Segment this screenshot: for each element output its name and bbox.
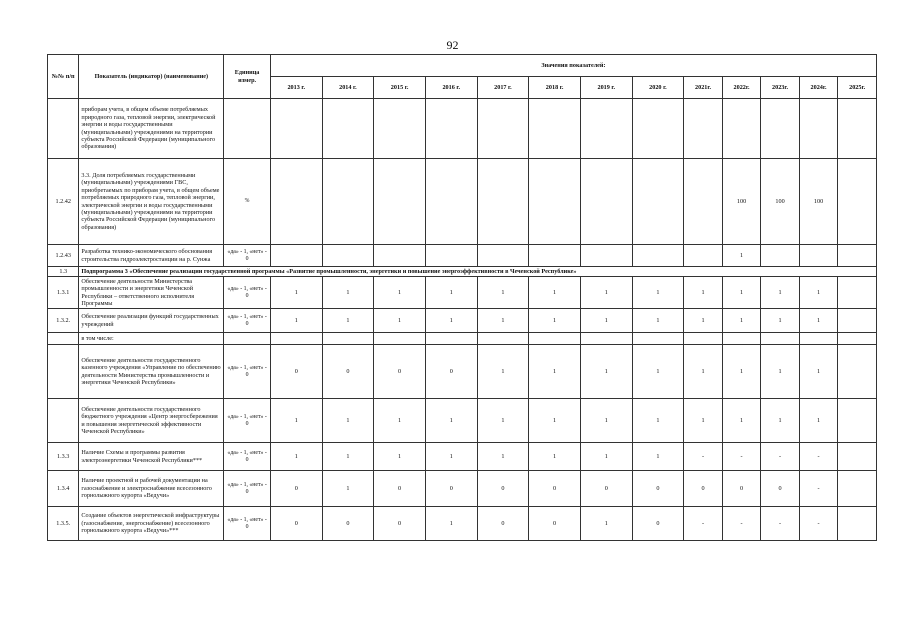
row-value [425,159,477,245]
table-row [48,159,877,245]
table-row [48,309,877,333]
header-year: 2014 г. [322,77,374,99]
row-value: 0 [270,507,322,541]
row-indicator: Наличие проектной и рабочей документации на газоснабжение и электроснабжение всесезонного горнолыжного курорта «Ведучи» [79,471,224,507]
table-row [48,345,877,399]
row-value: - [761,443,800,471]
row-num [48,99,79,159]
header-values-title: Значения показателей: [270,55,876,77]
table-row [48,333,877,345]
row-value: 1 [270,399,322,443]
row-value: 0 [477,471,529,507]
row-value: 100 [799,159,838,245]
row-num: 1.3.1 [48,277,79,309]
row-unit: «да» - 1, «нет» - 0 [224,345,271,399]
header-year: 2017 г. [477,77,529,99]
header-year: 2018 г. [529,77,581,99]
row-value: 0 [270,471,322,507]
row-value [322,99,374,159]
row-value: 1 [270,277,322,309]
row-value: 0 [374,345,426,399]
row-value: 1 [529,277,581,309]
row-value [270,245,322,267]
row-value: 1 [684,277,723,309]
row-unit [224,99,271,159]
row-value [799,245,838,267]
row-value: 1 [632,345,684,399]
row-value [838,399,877,443]
row-indicator: Наличие Схемы и программы развития электроэнергетики Чеченской Республики*** [79,443,224,471]
row-value: 1 [270,443,322,471]
row-value [477,159,529,245]
row-value: 1 [799,309,838,333]
row-value: 0 [684,471,723,507]
row-value [838,507,877,541]
header-year: 2025г. [838,77,877,99]
row-value: 1 [580,443,632,471]
row-value [632,333,684,345]
row-value [374,159,426,245]
row-value: 1 [722,399,761,443]
row-value [838,277,877,309]
row-value [580,333,632,345]
row-value: 1 [580,507,632,541]
row-num [48,399,79,443]
header-year: 2016 г. [425,77,477,99]
row-value: 1 [580,399,632,443]
row-value [838,245,877,267]
row-value [799,333,838,345]
row-value: 0 [529,507,581,541]
header-year: 2015 г. [374,77,426,99]
row-value: 0 [529,471,581,507]
row-value: 1 [799,345,838,399]
row-num [48,345,79,399]
row-value [374,99,426,159]
subprogram-title: Подпрограмма 3 «Обеспечение реализации государственной программы «Развитие промышленности, энергетики и повышение энергоэффективности в Чеченской Республике» [79,267,877,277]
row-unit: «да» - 1, «нет» - 0 [224,309,271,333]
header-year: 2013 г. [270,77,322,99]
row-value: - [799,471,838,507]
row-indicator: Обеспечение деятельности государственного казенного учреждения «Управление по обеспечению деятельности Министерства промышленности и энергетики Чеченской Республики» [79,345,224,399]
row-value: 1 [322,443,374,471]
table-row [48,443,877,471]
row-value: 1 [761,345,800,399]
header-year: 2019 г. [580,77,632,99]
row-value [838,345,877,399]
row-value: 1 [477,345,529,399]
row-value: - [722,443,761,471]
row-unit: «да» - 1, «нет» - 0 [224,507,271,541]
row-value: 0 [425,471,477,507]
row-value [580,159,632,245]
row-value [425,333,477,345]
row-value: 1 [425,309,477,333]
row-value: 1 [632,443,684,471]
table-row [48,267,877,277]
header-num: №№ п/п [48,55,79,99]
row-num: 1.3 [48,267,79,277]
row-unit: «да» - 1, «нет» - 0 [224,245,271,267]
row-value [322,245,374,267]
row-value: - [684,507,723,541]
row-value: 0 [374,507,426,541]
header-year: 2024г. [799,77,838,99]
row-num: 1.3.5. [48,507,79,541]
row-value [684,333,723,345]
row-unit: «да» - 1, «нет» - 0 [224,399,271,443]
row-value [684,245,723,267]
row-value [477,245,529,267]
row-value: 0 [425,345,477,399]
row-value: 0 [632,507,684,541]
row-value [529,333,581,345]
row-value: - [684,443,723,471]
row-value: - [799,507,838,541]
row-value: 1 [684,309,723,333]
row-value: 1 [529,443,581,471]
row-value: 1 [322,399,374,443]
row-value: 1 [529,399,581,443]
row-num: 1.3.3 [48,443,79,471]
row-value [374,333,426,345]
row-value [270,159,322,245]
row-indicator: приборам учета, в общем объеме потребляемых природного газа, тепловой энергии, электрической энергии и воды государственными (муниципальными) учреждениями на территории субъекта Российской Федерации (муниципального образования) [79,99,224,159]
row-indicator: Создание объектов энергетической инфраструктуры (газоснабжение, энергоснабжение) всесезонного горнолыжного курорта «Ведучи»*** [79,507,224,541]
row-num: 1.2.43 [48,245,79,267]
row-unit: % [224,159,271,245]
row-value [722,333,761,345]
row-value [322,333,374,345]
row-value: 1 [580,277,632,309]
row-value: 1 [722,309,761,333]
row-value: 1 [799,277,838,309]
row-value: 0 [477,507,529,541]
row-value: 1 [799,399,838,443]
row-value: 1 [761,399,800,443]
row-value: - [722,507,761,541]
row-value: 1 [322,277,374,309]
row-value [374,245,426,267]
row-value: 0 [722,471,761,507]
row-value: 1 [684,345,723,399]
row-value: 1 [425,399,477,443]
row-indicator: Разработка технико-экономического обоснования строительства гидроэлектростанции на р. Сунжа [79,245,224,267]
row-value: 0 [322,507,374,541]
row-value [580,99,632,159]
table-row [48,99,877,159]
row-indicator: 3.3. Доля потребляемых государственными (муниципальными) учреждениями ГВС, приобретаемых по приборам учета, в общем объеме потребляемых природного газа, тепловой энергии, электрической энергии и воды государственными (муниципальными) учреждениями на территории субъекта Российской Федерации (муниципального образования) [79,159,224,245]
row-value: 1 [632,309,684,333]
row-value [761,99,800,159]
row-value [632,159,684,245]
row-value [322,159,374,245]
row-value: 1 [632,277,684,309]
header-year: 2022г. [722,77,761,99]
row-value: 1 [322,309,374,333]
row-value: 1 [580,309,632,333]
row-value: 0 [322,345,374,399]
row-value: - [799,443,838,471]
row-value: 1 [761,309,800,333]
row-value [425,99,477,159]
row-value [580,245,632,267]
row-value [684,99,723,159]
row-unit: «да» - 1, «нет» - 0 [224,277,271,309]
header-year: 2020 г. [632,77,684,99]
row-value: 1 [270,309,322,333]
table-row [48,471,877,507]
row-value: 1 [761,277,800,309]
row-value: 1 [374,309,426,333]
row-indicator: Обеспечение деятельности государственного бюджетного учреждения «Центр энергосбережения и повышения энергетической эффективности Чеченской Республики» [79,399,224,443]
row-value: 1 [477,277,529,309]
row-value [270,333,322,345]
row-value: 1 [684,399,723,443]
row-value: 1 [580,345,632,399]
row-indicator: Обеспечение реализации функций государственных учреждений [79,309,224,333]
row-value: 1 [374,277,426,309]
row-value [838,471,877,507]
table-row [48,399,877,443]
row-value: 1 [425,443,477,471]
row-value: 0 [374,471,426,507]
row-value [838,159,877,245]
indicators-table [47,54,877,541]
row-value: 0 [580,471,632,507]
row-num: 1.3.2. [48,309,79,333]
row-unit: «да» - 1, «нет» - 0 [224,443,271,471]
row-num: 1.2.42 [48,159,79,245]
row-unit: «да» - 1, «нет» - 0 [224,471,271,507]
table-row [48,245,877,267]
header-year: 2021г. [684,77,723,99]
row-value: 1 [477,309,529,333]
row-value: 1 [477,399,529,443]
row-value: 1 [722,345,761,399]
row-value: 1 [529,309,581,333]
row-value [684,159,723,245]
row-value: 0 [761,471,800,507]
row-value: 1 [529,345,581,399]
row-value [799,99,838,159]
row-value [838,99,877,159]
row-indicator: в том числе: [79,333,224,345]
row-value: 1 [374,443,426,471]
table-row [48,507,877,541]
row-unit [224,333,271,345]
row-value: 1 [477,443,529,471]
row-value: 1 [374,399,426,443]
row-value [477,333,529,345]
row-value [529,159,581,245]
row-value: 100 [761,159,800,245]
header-unit: Единица измер. [224,55,271,99]
row-value [722,99,761,159]
row-value: 100 [722,159,761,245]
row-num [48,333,79,345]
row-value: 1 [322,471,374,507]
page-number: 92 [446,38,459,52]
row-value [838,443,877,471]
header-year: 2023г. [761,77,800,99]
row-num: 1.3.4 [48,471,79,507]
row-value: 1 [722,245,761,267]
row-value [632,99,684,159]
row-value: - [761,507,800,541]
row-value: 1 [425,277,477,309]
table-row [48,277,877,309]
row-value [761,245,800,267]
row-value [632,245,684,267]
row-value [761,333,800,345]
row-value: 1 [722,277,761,309]
row-value [529,99,581,159]
row-value [838,309,877,333]
row-value [425,245,477,267]
row-value: 0 [632,471,684,507]
row-value [529,245,581,267]
row-value: 0 [270,345,322,399]
row-value [477,99,529,159]
row-value [838,333,877,345]
row-value: 1 [425,507,477,541]
row-value: 1 [632,399,684,443]
row-value [270,99,322,159]
header-indicator: Показатель (индикатор) (наименование) [79,55,224,99]
row-indicator: Обеспечение деятельности Министерства промышленности и энергетики Чеченской Республики – ответственного исполнителя Программы [79,277,224,309]
